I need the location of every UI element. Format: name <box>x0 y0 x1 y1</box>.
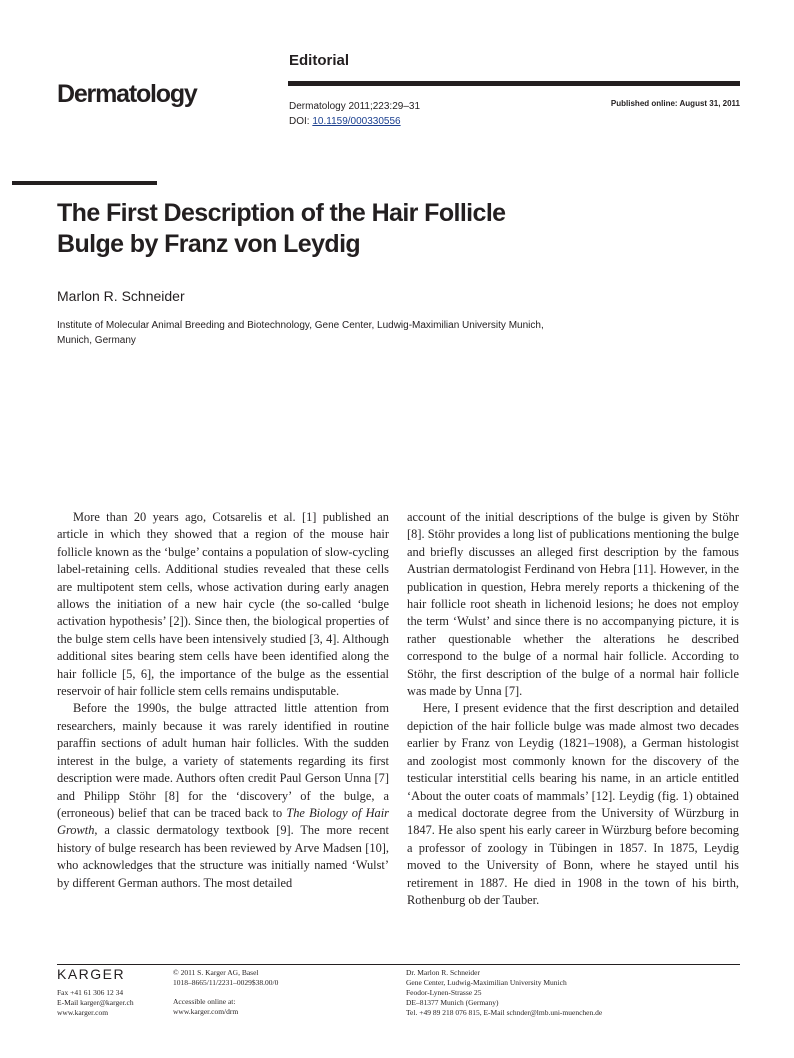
body-column-left <box>57 509 389 892</box>
publisher-contact <box>57 988 134 1018</box>
publisher-email[interactable]: E-Mail karger@karger.ch <box>57 998 134 1007</box>
footer-rule <box>57 964 740 965</box>
accessible-url[interactable]: www.karger.com/drm <box>173 1007 239 1016</box>
author-name: Marlon R. Schneider <box>57 288 185 304</box>
correspondence-address <box>406 968 602 1018</box>
corr-name: Dr. Marlon R. Schneider <box>406 968 480 977</box>
published-date: Published online: August 31, 2011 <box>610 99 740 108</box>
corr-city: DE–81377 Munich (Germany) <box>406 998 499 1007</box>
article-title <box>57 198 677 260</box>
doi-link[interactable]: 10.1159/000330556 <box>312 116 401 127</box>
paragraph: Here, I present evidence that the first description and detailed depiction of the hair follicle bulge was made almost two decades earlier by Franz von Leydig (1821–1908), a German histologist and zoologist most commonly known for the discovery of the testicular interstitial cells bearing his name, in an article entitled ‘About the outer coats of mammals’ [12]. Leydig (fig. 1) obtained a medical doctorate degree from the University of Würzburg in 1847. He also spent his early career in Würzburg before becoming a professor of zoology in Tübingen in 1857. In 1875, Leydig moved to the University of Bonn, where he stayed until his retirement in 1887. He died in 1908 in the town of his birth, Rothenburg ob der Tauber. <box>407 701 739 907</box>
paragraph <box>57 700 389 891</box>
title-line-1: The First Description of the Hair Follicle <box>57 199 506 227</box>
publisher-website[interactable]: www.karger.com <box>57 1008 109 1017</box>
affiliation-line-2: Munich, Germany <box>57 335 136 346</box>
affiliation <box>57 318 617 348</box>
doi-line <box>289 114 420 129</box>
copyright: © 2011 S. Karger AG, Basel <box>173 968 259 977</box>
accessible-label: Accessible online at: <box>173 997 236 1006</box>
publisher-logo: KARGER <box>57 966 126 982</box>
corr-street: Feodor-Lynen-Strasse 25 <box>406 988 482 997</box>
copyright-block <box>173 968 278 988</box>
issn: 1018–8665/11/2231–0029$38.00/0 <box>173 978 279 987</box>
paragraph: account of the initial descriptions of the bulge is given by Stöhr [8]. Stöhr provides a long list of publications mentioning the bulge and briefly discusses an alleged first description by the famous Austrian dermatologist Ferdinand von Hebra [11]. However, in the publication in question, Hebra merely reports a thickening of the hair follicle root sheath in lichenoid lesions; he does not employ the term ‘Wulst’ and since there is no accompanying picture, it is rather questionable whether the alterations he described correspond to the bulge of a normal hair follicle. According to Stöhr, the first description of the bulge of a normal hair follicle was made by Unna [7]. <box>407 510 739 699</box>
paragraph-text: Before the 1990s, the bulge attracted little attention from researchers, mainly because it was rarely identified in routine paraffin sections of adult human hair follicles. With the sudden interest in the bulge, a variety of statements regarding its first description were made. Authors often credit Paul Gerson Unna [7] and Philipp Stöhr [8] for the ‘discovery’ of the bulge, a (erroneous) belief that can be traced back to <box>57 701 389 820</box>
title-rule <box>12 181 157 185</box>
corr-contact: Tel. +49 89 218 076 815, E-Mail schnder@lmb.uni-muenchen.de <box>406 1008 603 1017</box>
paragraph: More than 20 years ago, Cotsarelis et al. [1] published an article in which they showed that a region of the mouse hair follicle known as the ‘bulge’ contains a population of slow-cycling label-retaining cells. Additional studies revealed that these cells are multipotent stem cells, whose activation during early anagen allows the initiation of a new hair cycle (the so-called ‘bulge activation hypothesis’ [2]). Since then, the biological properties of the bulge stem cells have been intensively studied [3, 4]. Although additional sites bearing stem cells have been identified along the hair follicle [5, 6], the importance of the bulge as the essential reservoir of hair follicle stem cells remains undisputable. <box>57 510 389 699</box>
fax: Fax +41 61 306 12 34 <box>57 988 124 997</box>
doi-label: DOI: <box>289 116 310 127</box>
affiliation-line-1: Institute of Molecular Animal Breeding and Biotechnology, Gene Center, Ludwig-Maximilian University Munich, <box>57 320 544 331</box>
citation-text: Dermatology 2011;223:29–31 <box>289 101 421 112</box>
paragraph-text: , a classic dermatology textbook [9]. The more recent history of bulge research has been reviewed by Arve Madsen [10], who acknowledges that the structure was initially named ‘Wulst’ by different German authors. The most detailed <box>57 823 389 890</box>
access-block <box>173 997 238 1017</box>
header-rule <box>288 81 740 86</box>
title-line-2: Bulge by Franz von Leydig <box>57 230 361 258</box>
body-column-right <box>407 509 739 909</box>
book-title: The Biology of Hair Growth <box>57 805 389 838</box>
corr-institution: Gene Center, Ludwig-Maximilian University Munich <box>406 978 567 987</box>
journal-logo: Dermatology <box>57 80 197 108</box>
section-label: Editorial <box>289 52 350 69</box>
citation-block <box>289 99 420 129</box>
